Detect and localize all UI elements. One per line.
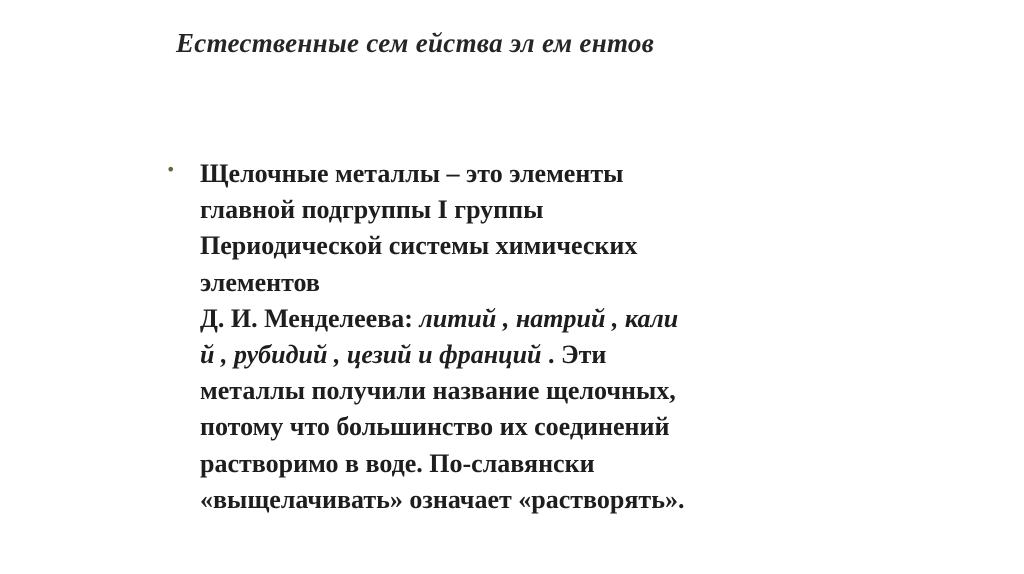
text-line: [200, 301, 826, 337]
text-line: [200, 228, 826, 264]
text-segment: главной подгруппы I группы: [200, 195, 544, 225]
text-line: [200, 156, 826, 192]
text-segment: Д. И. Менделеева:: [200, 303, 420, 333]
text-segment: металлы получили название щелочных,: [200, 376, 676, 406]
content-area: [166, 156, 826, 518]
text-segment: потому что большинство их соединений: [200, 412, 670, 442]
text-segment: элементов: [200, 267, 320, 297]
text-segment: «выщелачивать» означает «растворять».: [200, 484, 685, 514]
text-segment: . Эти: [541, 340, 607, 370]
text-line: [200, 192, 826, 228]
bullet-text: [200, 156, 826, 518]
text-line: [200, 373, 826, 409]
text-line: [200, 446, 826, 482]
text-segment: растворимо в воде. По-славянски: [200, 448, 595, 478]
italic-text-segment: литий , натрий , кали: [419, 303, 679, 333]
text-segment: Щелочные металлы – это элементы: [200, 159, 624, 188]
bullet-icon: •: [166, 160, 176, 179]
text-segment: Периодической системы химических: [200, 231, 638, 261]
italic-text-segment: й , рубидий , цезий и франций: [200, 340, 542, 370]
text-line: [200, 265, 826, 301]
text-line: [200, 409, 826, 445]
slide-title: Естественные сем ейства эл ем ентов: [176, 28, 655, 58]
text-line: [200, 337, 826, 373]
text-line: [200, 482, 826, 518]
